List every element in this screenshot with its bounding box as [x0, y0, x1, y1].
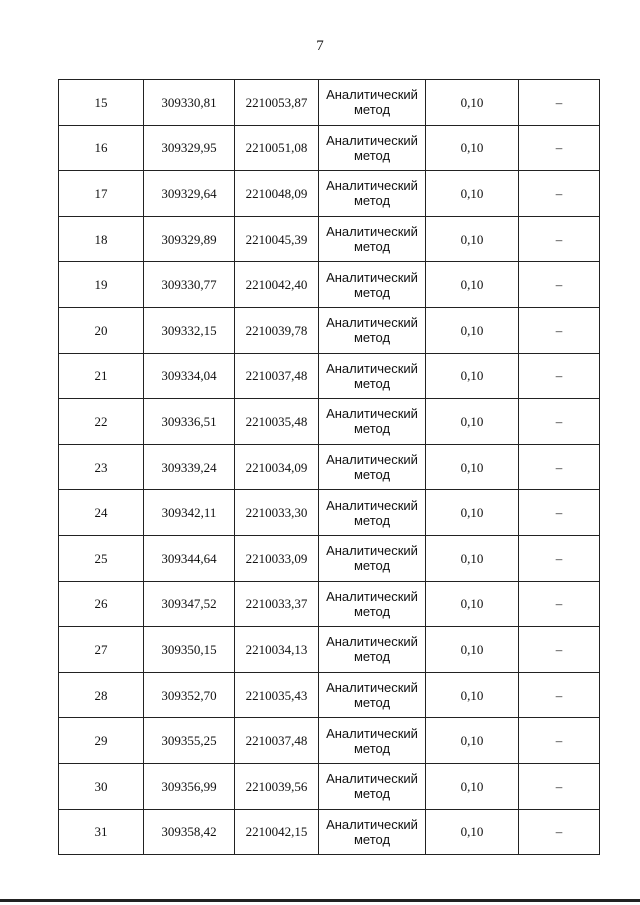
- method-text: Аналитический метод: [326, 224, 418, 255]
- page-number: 7: [316, 38, 324, 54]
- table-row: [59, 763, 600, 809]
- method-text: Аналитический метод: [326, 497, 418, 528]
- point-number-cell: 29: [59, 718, 144, 764]
- table-row: [59, 125, 600, 171]
- method-text: Аналитический метод: [326, 725, 418, 756]
- table-row: [59, 809, 600, 855]
- accuracy-cell: 0,10: [426, 307, 519, 353]
- x-coordinate-cell: 309339,24: [144, 444, 235, 490]
- y-coordinate-cell: 2210033,37: [235, 581, 319, 627]
- note-cell: –: [519, 535, 600, 581]
- point-number-cell: 19: [59, 262, 144, 308]
- method-text: Аналитический метод: [326, 771, 418, 802]
- method-text: Аналитический метод: [326, 132, 418, 163]
- note-cell: –: [519, 262, 600, 308]
- x-coordinate-cell: 309332,15: [144, 307, 235, 353]
- method-text: Аналитический метод: [326, 634, 418, 665]
- point-number-cell: 26: [59, 581, 144, 627]
- method-cell: [319, 353, 426, 399]
- accuracy-cell: 0,10: [426, 125, 519, 171]
- method-text: Аналитический метод: [326, 680, 418, 711]
- y-coordinate-cell: 2210053,87: [235, 80, 319, 126]
- table-row: [59, 80, 600, 126]
- note-cell: –: [519, 672, 600, 718]
- method-text: Аналитический метод: [326, 269, 418, 300]
- point-number-cell: 30: [59, 763, 144, 809]
- y-coordinate-cell: 2210051,08: [235, 125, 319, 171]
- method-cell: [319, 718, 426, 764]
- coordinates-table: [58, 79, 600, 855]
- method-text: Аналитический метод: [326, 452, 418, 483]
- accuracy-cell: 0,10: [426, 490, 519, 536]
- y-coordinate-cell: 2210037,48: [235, 353, 319, 399]
- accuracy-cell: 0,10: [426, 627, 519, 673]
- note-cell: –: [519, 307, 600, 353]
- y-coordinate-cell: 2210039,56: [235, 763, 319, 809]
- point-number-cell: 28: [59, 672, 144, 718]
- method-text: Аналитический метод: [326, 816, 418, 847]
- note-cell: –: [519, 490, 600, 536]
- note-cell: –: [519, 353, 600, 399]
- method-cell: [319, 444, 426, 490]
- y-coordinate-cell: 2210035,43: [235, 672, 319, 718]
- accuracy-cell: 0,10: [426, 353, 519, 399]
- point-number-cell: 21: [59, 353, 144, 399]
- accuracy-cell: 0,10: [426, 535, 519, 581]
- y-coordinate-cell: 2210045,39: [235, 216, 319, 262]
- accuracy-cell: 0,10: [426, 216, 519, 262]
- method-cell: [319, 581, 426, 627]
- x-coordinate-cell: 309350,15: [144, 627, 235, 673]
- table-row: [59, 262, 600, 308]
- method-text: Аналитический метод: [326, 588, 418, 619]
- y-coordinate-cell: 2210042,40: [235, 262, 319, 308]
- method-cell: [319, 672, 426, 718]
- method-cell: [319, 125, 426, 171]
- x-coordinate-cell: 309336,51: [144, 399, 235, 445]
- note-cell: –: [519, 125, 600, 171]
- point-number-cell: 31: [59, 809, 144, 855]
- note-cell: –: [519, 809, 600, 855]
- note-cell: –: [519, 581, 600, 627]
- point-number-cell: 17: [59, 171, 144, 217]
- method-cell: [319, 399, 426, 445]
- method-cell: [319, 490, 426, 536]
- method-text: Аналитический метод: [326, 178, 418, 209]
- accuracy-cell: 0,10: [426, 444, 519, 490]
- x-coordinate-cell: 309356,99: [144, 763, 235, 809]
- table-row: [59, 307, 600, 353]
- point-number-cell: 23: [59, 444, 144, 490]
- method-cell: [319, 262, 426, 308]
- x-coordinate-cell: 309344,64: [144, 535, 235, 581]
- method-cell: [319, 171, 426, 217]
- note-cell: –: [519, 399, 600, 445]
- accuracy-cell: 0,10: [426, 171, 519, 217]
- point-number-cell: 20: [59, 307, 144, 353]
- accuracy-cell: 0,10: [426, 581, 519, 627]
- method-text: Аналитический метод: [326, 87, 418, 118]
- point-number-cell: 22: [59, 399, 144, 445]
- y-coordinate-cell: 2210042,15: [235, 809, 319, 855]
- point-number-cell: 18: [59, 216, 144, 262]
- y-coordinate-cell: 2210048,09: [235, 171, 319, 217]
- table-body: [59, 80, 600, 855]
- x-coordinate-cell: 309355,25: [144, 718, 235, 764]
- accuracy-cell: 0,10: [426, 718, 519, 764]
- x-coordinate-cell: 309329,89: [144, 216, 235, 262]
- method-text: Аналитический метод: [326, 360, 418, 391]
- y-coordinate-cell: 2210033,09: [235, 535, 319, 581]
- table-row: [59, 490, 600, 536]
- table-row: [59, 535, 600, 581]
- table-row: [59, 444, 600, 490]
- note-cell: –: [519, 763, 600, 809]
- note-cell: –: [519, 444, 600, 490]
- table-row: [59, 216, 600, 262]
- x-coordinate-cell: 309347,52: [144, 581, 235, 627]
- table-row: [59, 581, 600, 627]
- table-row: [59, 171, 600, 217]
- y-coordinate-cell: 2210034,13: [235, 627, 319, 673]
- y-coordinate-cell: 2210037,48: [235, 718, 319, 764]
- point-number-cell: 25: [59, 535, 144, 581]
- x-coordinate-cell: 309330,77: [144, 262, 235, 308]
- x-coordinate-cell: 309330,81: [144, 80, 235, 126]
- method-cell: [319, 535, 426, 581]
- note-cell: –: [519, 80, 600, 126]
- y-coordinate-cell: 2210033,30: [235, 490, 319, 536]
- method-cell: [319, 216, 426, 262]
- x-coordinate-cell: 309352,70: [144, 672, 235, 718]
- accuracy-cell: 0,10: [426, 809, 519, 855]
- accuracy-cell: 0,10: [426, 672, 519, 718]
- method-cell: [319, 627, 426, 673]
- accuracy-cell: 0,10: [426, 763, 519, 809]
- table-row: [59, 627, 600, 673]
- table-row: [59, 353, 600, 399]
- method-cell: [319, 809, 426, 855]
- accuracy-cell: 0,10: [426, 262, 519, 308]
- x-coordinate-cell: 309358,42: [144, 809, 235, 855]
- method-cell: [319, 80, 426, 126]
- method-text: Аналитический метод: [326, 543, 418, 574]
- method-cell: [319, 307, 426, 353]
- method-text: Аналитический метод: [326, 315, 418, 346]
- y-coordinate-cell: 2210039,78: [235, 307, 319, 353]
- y-coordinate-cell: 2210034,09: [235, 444, 319, 490]
- x-coordinate-cell: 309342,11: [144, 490, 235, 536]
- x-coordinate-cell: 309329,95: [144, 125, 235, 171]
- accuracy-cell: 0,10: [426, 80, 519, 126]
- method-text: Аналитический метод: [326, 406, 418, 437]
- point-number-cell: 24: [59, 490, 144, 536]
- y-coordinate-cell: 2210035,48: [235, 399, 319, 445]
- note-cell: –: [519, 718, 600, 764]
- accuracy-cell: 0,10: [426, 399, 519, 445]
- method-cell: [319, 763, 426, 809]
- point-number-cell: 15: [59, 80, 144, 126]
- note-cell: –: [519, 171, 600, 217]
- table-row: [59, 399, 600, 445]
- table-row: [59, 672, 600, 718]
- table-row: [59, 718, 600, 764]
- note-cell: –: [519, 627, 600, 673]
- x-coordinate-cell: 309329,64: [144, 171, 235, 217]
- bottom-rule: [0, 899, 640, 902]
- point-number-cell: 27: [59, 627, 144, 673]
- point-number-cell: 16: [59, 125, 144, 171]
- note-cell: –: [519, 216, 600, 262]
- x-coordinate-cell: 309334,04: [144, 353, 235, 399]
